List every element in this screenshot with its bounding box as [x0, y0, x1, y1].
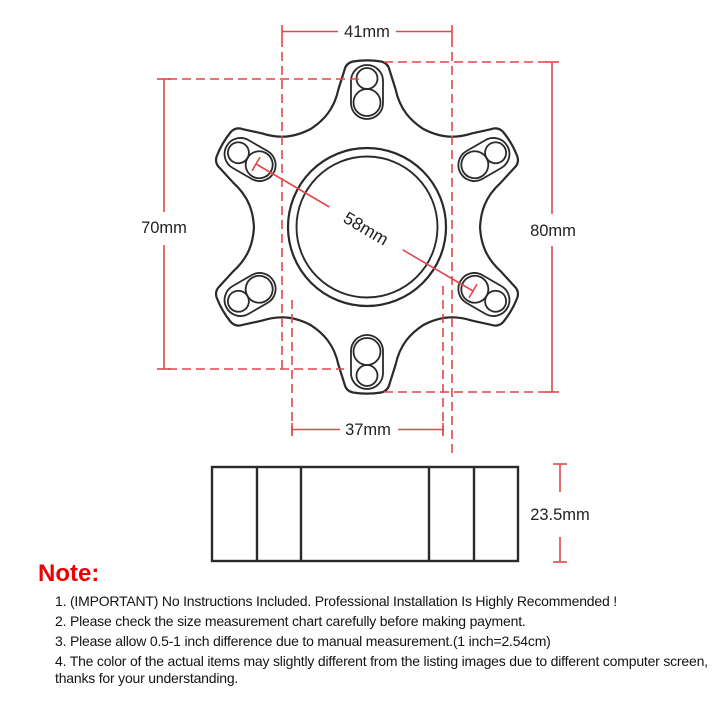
- bolt-hole-small: [357, 68, 378, 89]
- dim-37mm: [292, 286, 443, 436]
- lobe-upper-left: [194, 95, 310, 227]
- bolt-hole-large: [456, 146, 493, 183]
- note-list: [38, 593, 710, 686]
- dim-70mm: [157, 79, 362, 369]
- label-side-thickness: 23.5mm: [530, 506, 590, 524]
- bolt-hole-large: [354, 338, 381, 365]
- label-bore-diagonal: 58mm: [339, 207, 393, 250]
- dimension-lines: [157, 25, 567, 562]
- label-left-height: 70mm: [141, 219, 187, 237]
- dimension-labels: [141, 23, 590, 524]
- note-item-3: 3. Please allow 0.5-1 inch difference due to manual measurement.(1 inch=2.54cm): [55, 633, 551, 650]
- hub-side-view: [212, 467, 518, 561]
- lobe-lower-left: [194, 227, 310, 359]
- lobe-bottom: [311, 325, 424, 394]
- bolt-hole-large: [241, 146, 278, 183]
- note-heading: Note:: [38, 560, 100, 587]
- lobe-lower-right: [424, 227, 540, 359]
- bolt-hole-large: [241, 271, 278, 308]
- note-section: [38, 561, 706, 690]
- lobe-upper-right: [424, 95, 540, 227]
- note-item-4: 4. The color of the actual items may slightly different from the listing images due to different computer screen, thanks for your understanding.: [55, 653, 708, 686]
- label-right-height: 80mm: [530, 222, 576, 240]
- label-bottom-width: 37mm: [345, 421, 391, 439]
- note-item-2: 2. Please check the size measurement chart carefully before making payment.: [55, 613, 526, 630]
- bolt-hole-large: [354, 89, 381, 116]
- lobe-top: [311, 60, 424, 129]
- note-item-1: 1. (IMPORTANT) No Instructions Included. Professional Installation Is Highly Recommended !: [55, 593, 617, 610]
- bolt-hole-small: [357, 365, 378, 386]
- label-top-width: 41mm: [344, 23, 390, 41]
